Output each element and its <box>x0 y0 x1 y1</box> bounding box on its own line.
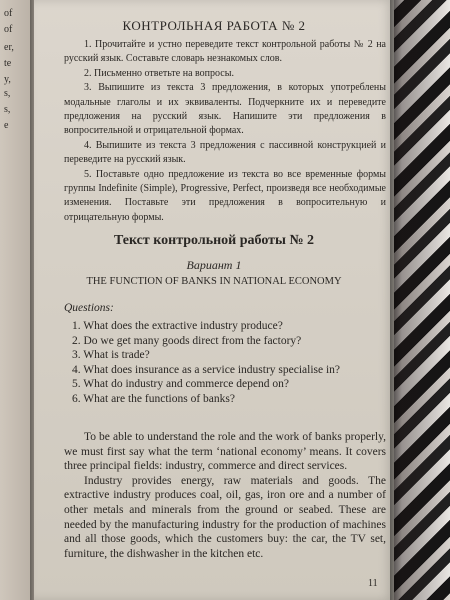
question-item: 2. Do we get many goods direct from the factory? <box>72 334 302 347</box>
questions-label: Questions: <box>64 302 114 314</box>
previous-page-fragment: s, <box>4 88 11 99</box>
questions-list <box>72 319 392 407</box>
task-item: 2. Письменно ответьте на вопросы. <box>84 67 234 79</box>
previous-page-edge <box>0 0 34 600</box>
question-item: 4. What does insurance as a service industry specialise in? <box>72 363 341 376</box>
english-text-title: THE FUNCTION OF BANKS IN NATIONAL ECONOMY <box>86 276 342 287</box>
text-title: Текст контрольной работы № 2 <box>113 233 315 248</box>
task-list <box>64 38 386 225</box>
task-item: 3. Выпишите из текста 3 предложения, в которых употреблены модальные глаголы и их эквиваленты. Подчеркните их и переведите предложения на русский язык. Напишите эти предложения в вопросительной и отрицательной формах. <box>64 82 386 137</box>
question-item: 5. What do industry and commerce depend on? <box>72 378 289 391</box>
paragraph: To be able to understand the role and the work of banks properly, we must first say what the term ‘national economy’ means. It covers three principal fields: industry, commerce and direct services. <box>64 431 386 473</box>
question-item: 3. What is trade? <box>72 349 150 362</box>
previous-page-fragment: s, <box>4 104 11 115</box>
previous-page-fragment: y, <box>4 74 11 85</box>
question-item: 6. What are the functions of banks? <box>72 392 235 405</box>
article-body <box>64 430 386 561</box>
page-number: 11 <box>368 578 378 589</box>
page-edge-shadow <box>390 0 402 600</box>
assignment-title: КОНТРОЛЬНАЯ РАБОТА № 2 <box>122 18 306 33</box>
previous-page-fragment: e <box>4 120 9 131</box>
question-item: 1. What does the extractive industry produce? <box>72 320 283 332</box>
task-item: 4. Выпишите из текста 3 предложения с пассивной конструкцией и переведите на русский язык. <box>64 139 386 166</box>
paragraph: Industry provides energy, raw materials and goods. The extractive industry produces coal, oil, gas, iron ore and a number of other metals and minerals from the ground or seabed. These are needed by the manufacturing industry for the production of machines and all those goods, which the customers buy: the car, the TV set, furniture, the dishwasher in the kitchen etc. <box>64 474 386 560</box>
task-item: 1. Прочитайте и устно переведите текст контрольной работы № 2 на русский язык. Составьте словарь незнакомых слов. <box>64 39 386 65</box>
previous-page-fragment: of <box>4 24 13 35</box>
previous-page-fragment: of <box>4 8 13 19</box>
book-page <box>34 0 394 600</box>
variant-label: Вариант 1 <box>186 258 242 272</box>
previous-page-fragment: te <box>4 58 12 69</box>
previous-page-fragment: er, <box>4 42 14 53</box>
task-item: 5. Поставьте одно предложение из текста во все временные формы группы Indefinite (Simple), Progressive, Perfect, произведя все необходимые изменения. Поставьте эти предложения в вопросительную и отрицательную формы. <box>64 168 386 223</box>
